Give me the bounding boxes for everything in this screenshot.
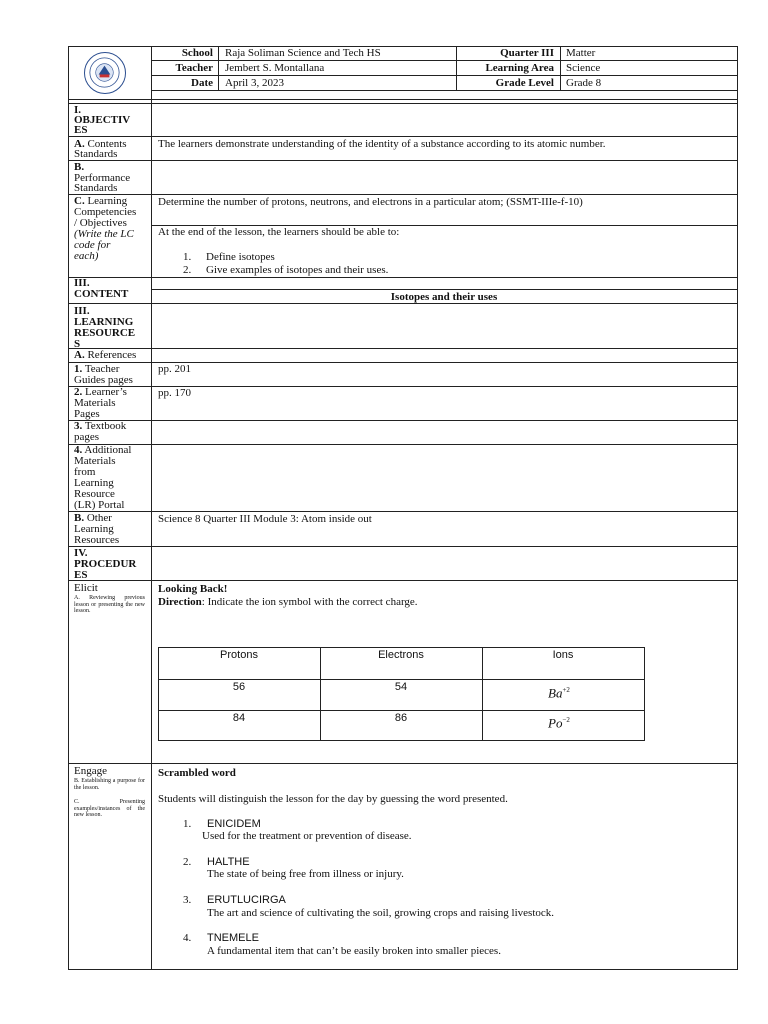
ion-charge: +2 [562,686,570,694]
scramble-number: 4. [183,932,192,944]
scramble-number: 1. [183,818,192,830]
resources-heading-1: III. [74,305,90,317]
procedures-heading-1: IV. [74,547,88,559]
electrons-cell: 54 [394,681,408,693]
quarter-label: Quarter III [500,47,554,59]
scramble-hint: The state of being free from illness or injury. [207,868,404,880]
tg-label-1: Teacher [84,363,120,375]
scramble-word: TNEMELE [207,932,259,944]
lm-number: 2. [74,386,83,398]
learning-area-label: Learning Area [485,62,554,74]
direction-text: : Indicate the ion symbol with the correct charge. [201,596,418,608]
ion-symbol: Ba [548,685,563,701]
school-label: School [181,47,213,59]
tg-number: 1. [74,363,83,375]
scramble-number: 3. [183,894,192,906]
teacher-value: Jembert S. Montallana [225,62,325,74]
lc-label-6: each) [74,250,99,262]
ol-label-1: Other [86,512,112,524]
ol-label-3: Resources [74,534,120,546]
direction-label: Direction [158,596,202,608]
ol-letter: B. [74,512,85,524]
performance-label-1: Performance [74,172,131,184]
objective-item-2: Give examples of isotopes and their uses. [206,264,389,276]
ion-symbol: Po [548,715,563,731]
tb-number: 3. [74,420,83,432]
date-value: April 3, 2023 [225,77,284,89]
am-label-6: (LR) Portal [74,499,125,511]
references-label: References [87,349,137,361]
grade-level-label: Grade Level [495,77,554,89]
references-letter: A. [74,349,85,361]
teacher-label: Teacher [175,62,213,74]
ion-charge: −2 [562,716,570,724]
lm-pages: pp. 170 [158,387,191,399]
contents-standards-text: The learners demonstrate understanding of the identity of a substance according to its atomic number. [158,138,606,150]
protons-cell: 84 [232,712,246,724]
content-heading-1: III. [74,277,90,289]
am-label-2: Materials [74,455,116,467]
learning-area-value: Science [566,62,601,74]
elicit-label: Elicit [74,582,98,594]
am-label-1: Additional [84,444,132,456]
protons-cell: 56 [232,681,246,693]
content-heading-2: CONTENT [74,288,129,300]
contents-label-1: Contents [87,138,127,150]
elicit-title: Looking Back! [158,583,228,595]
objective-item-1: Define isotopes [206,251,275,263]
am-label-3: from [74,466,96,478]
am-label-4: Learning [74,477,114,489]
lc-label-4: (Write the LC [74,228,134,240]
school-value: Raja Soliman Science and Tech HS [225,47,381,59]
engage-sub-b: B. Establishing a purpose for the lesson. [74,778,145,791]
tb-label-2: pages [74,431,100,443]
objectives-heading-1: I. [74,104,82,116]
objectives-heading-2: OBJECTIV [74,114,131,126]
content-title: Isotopes and their uses [390,291,498,303]
scramble-word: HALTHE [207,856,250,868]
am-number: 4. [74,444,83,456]
tg-label-2: Guides pages [74,374,133,386]
protons-header: Protons [220,649,258,661]
lm-label-2: Materials [74,397,116,409]
elicit-sub: A. Reviewing previous lesson or presenting the new lesson. [74,595,145,614]
quarter-value: Matter [566,47,596,59]
electrons-cell: 86 [394,712,408,724]
lc-label-1: Learning [87,195,128,207]
engage-title: Scrambled word [158,767,236,779]
contents-label-2: Standards [74,148,118,160]
grade-level-value: Grade 8 [566,77,602,89]
performance-label-2: Standards [74,182,118,194]
contents-letter: A. [74,138,85,150]
tb-label-1: Textbook [84,420,127,432]
tg-pages: pp. 201 [158,363,191,375]
scramble-hint: A fundamental item that can’t be easily broken into smaller pieces. [207,945,501,957]
deped-seal-logo [84,52,126,94]
scramble-hint: Used for the treatment or prevention of disease. [202,830,412,842]
date-label: Date [191,77,213,89]
resources-heading-4: S [74,338,81,350]
other-resources-text: Science 8 Quarter III Module 3: Atom inside out [158,513,372,525]
procedures-heading-2: PROCEDUR [74,558,137,570]
lm-label-1: Learner’s [85,386,127,398]
ions-header: Ions [552,649,574,661]
performance-letter: B. [74,161,85,173]
scramble-word: ERUTLUCIRGA [207,894,286,906]
scramble-word: ENICIDEM [207,818,261,830]
objective-number-1: 1. [183,251,192,263]
electrons-header: Electrons [378,649,424,661]
objectives-heading-3: ES [74,124,88,136]
procedures-heading-3: ES [74,569,88,581]
lc-text: Determine the number of protons, neutrons, and electrons in a particular atom; (SSMT-IIIe-f-10) [158,196,583,208]
ol-label-2: Learning [74,523,114,535]
lc-letter: C. [74,195,85,207]
resources-heading-3: RESOURCE [74,327,136,339]
objective-number-2: 2. [183,264,192,276]
lc-label-2: Competencies [74,206,137,218]
resources-heading-2: LEARNING [74,316,134,328]
engage-sub-c: C. Presenting examples/instances of the new lesson. [74,799,145,818]
engage-intro: Students will distinguish the lesson for the day by guessing the word presented. [158,793,508,805]
lm-label-3: Pages [74,408,100,420]
lesson-intro: At the end of the lesson, the learners should be able to: [158,226,400,238]
scramble-number: 2. [183,856,192,868]
engage-label: Engage [74,765,107,777]
lc-label-3: / Objectives [74,217,127,229]
scramble-hint: The art and science of cultivating the soil, growing crops and raising livestock. [207,907,555,919]
am-label-5: Resource [74,488,115,500]
lc-label-5: code for [74,239,111,251]
